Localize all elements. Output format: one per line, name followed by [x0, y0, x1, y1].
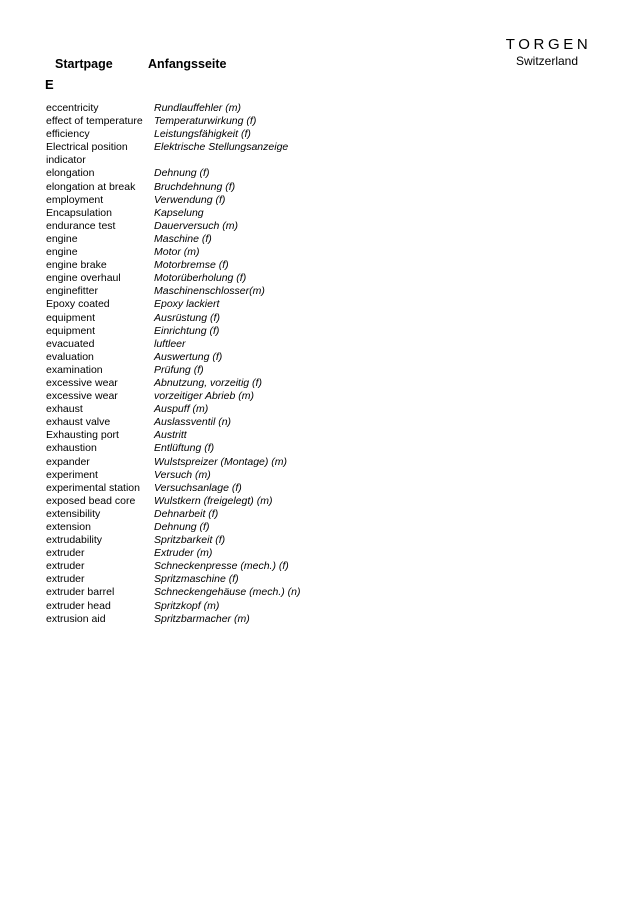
- glossary-row: [46, 325, 306, 338]
- english-term: elongation at break: [46, 180, 136, 193]
- english-term: evaluation: [46, 350, 94, 363]
- german-term: Motorbremse (f): [154, 259, 229, 272]
- english-term: equipment: [46, 324, 96, 337]
- english-term: extruder barrel: [46, 586, 115, 599]
- glossary-row: [46, 469, 306, 482]
- german-term: Spritzmaschine (f): [154, 573, 239, 586]
- english-term: Exhausting port: [46, 429, 119, 442]
- english-term: Encapsulation: [46, 206, 112, 219]
- german-term: Versuch (m): [154, 468, 211, 481]
- startpage-link[interactable]: Startpage: [55, 57, 113, 71]
- german-term: Rundlauffehler (m): [154, 102, 241, 114]
- german-term: Dehnung (f): [154, 167, 210, 180]
- german-term: Schneckengehäuse (mech.) (n): [154, 586, 301, 599]
- german-term: Motor (m): [154, 246, 200, 259]
- glossary-row: [46, 115, 306, 128]
- english-term: exposed bead core: [46, 494, 136, 507]
- glossary-row: [46, 207, 306, 220]
- glossary-row: [46, 364, 306, 377]
- glossary-row: [46, 456, 306, 469]
- glossary-row: [46, 259, 306, 272]
- glossary-row: [46, 167, 306, 180]
- glossary-row: [46, 547, 306, 560]
- english-term: exhaust: [46, 403, 83, 416]
- glossary-row: [46, 495, 306, 508]
- german-term: Motorüberholung (f): [154, 272, 247, 285]
- english-term: excessive wear: [46, 376, 118, 389]
- glossary-row: [46, 573, 306, 586]
- english-term: engine: [46, 232, 78, 245]
- section-letter: E: [45, 77, 54, 92]
- glossary-row: [46, 298, 306, 311]
- glossary-row: [46, 141, 306, 167]
- german-term: Spritzkopf (m): [154, 599, 220, 612]
- german-term: vorzeitiger Abrieb (m): [154, 390, 254, 403]
- english-term: extruder: [46, 573, 85, 586]
- german-term: Ausrüstung (f): [154, 311, 220, 324]
- english-term: exhaustion: [46, 442, 97, 455]
- glossary-row: [46, 233, 306, 246]
- english-term: extensibility: [46, 507, 101, 520]
- glossary-row: [46, 102, 306, 115]
- brand-name: TORGEN: [505, 36, 592, 53]
- glossary-row: [46, 220, 306, 233]
- german-term: Prüfung (f): [154, 363, 204, 376]
- glossary-row: [46, 429, 306, 442]
- glossary-row: [46, 508, 306, 521]
- glossary-row: [46, 181, 306, 194]
- english-term: excessive wear: [46, 390, 118, 403]
- glossary-row: [46, 351, 306, 364]
- english-term: eccentricity: [46, 102, 99, 114]
- glossary-row: [46, 285, 306, 298]
- german-term: luftleer: [154, 337, 186, 350]
- english-term: extension: [46, 521, 91, 533]
- german-term: Spritzbarmacher (m): [154, 612, 250, 625]
- english-term: endurance test: [46, 219, 116, 232]
- english-term: extruder: [46, 560, 85, 573]
- german-term: Leistungsfähigkeit (f): [154, 128, 251, 141]
- german-term: Abnutzung, vorzeitig (f): [154, 376, 262, 389]
- glossary-row: [46, 377, 306, 390]
- glossary-row: [46, 128, 306, 141]
- english-term: evacuated: [46, 337, 95, 350]
- anfangsseite-link[interactable]: Anfangsseite: [148, 57, 227, 71]
- english-term: efficiency: [46, 128, 90, 141]
- glossary-row: [46, 521, 306, 534]
- glossary-row: [46, 416, 306, 429]
- german-term: Elektrische Stellungsanzeige: [154, 141, 289, 154]
- brand-subtitle: Switzerland: [515, 54, 579, 68]
- english-term: extruder: [46, 547, 85, 560]
- english-term: exhaust valve: [46, 416, 111, 429]
- german-term: Entlüftung (f): [154, 442, 215, 455]
- german-term: Extruder (m): [154, 547, 213, 560]
- english-term: expander: [46, 455, 90, 468]
- brand-block: [492, 36, 602, 68]
- glossary-row: [46, 613, 306, 626]
- glossary-row: [46, 586, 306, 599]
- german-term: Dauerversuch (m): [154, 219, 239, 232]
- german-term: Dehnung (f): [154, 521, 210, 533]
- glossary-row: [46, 534, 306, 547]
- english-term: extruder head: [46, 599, 111, 612]
- german-term: Versuchsanlage (f): [154, 481, 242, 494]
- english-term: elongation: [46, 167, 95, 180]
- glossary-row: [46, 482, 306, 495]
- glossary-row: [46, 560, 306, 573]
- english-term: engine: [46, 246, 78, 259]
- glossary-row: [46, 312, 306, 325]
- german-term: Wulstspreizer (Montage) (m): [154, 455, 288, 468]
- german-term: Maschine (f): [154, 232, 212, 245]
- german-term: Schneckenpresse (mech.) (f): [154, 560, 289, 573]
- german-term: Austritt: [154, 429, 187, 442]
- glossary-row: [46, 442, 306, 455]
- german-term: Auspuff (m): [154, 403, 209, 416]
- english-term: engine overhaul: [46, 272, 121, 285]
- english-term: Epoxy coated: [46, 298, 110, 311]
- german-term: Maschinenschlosser(m): [154, 285, 265, 298]
- glossary-row: [46, 390, 306, 403]
- german-term: Spritzbarkeit (f): [154, 534, 226, 547]
- german-term: Dehnarbeit (f): [154, 507, 219, 520]
- german-term: Auslassventil (n): [154, 416, 232, 429]
- glossary-row: [46, 403, 306, 416]
- glossary-list: [46, 102, 306, 626]
- german-term: Temperaturwirkung (f): [154, 115, 257, 128]
- english-term: engine brake: [46, 259, 107, 272]
- english-term: experimental station: [46, 481, 140, 494]
- german-term: Verwendung (f): [154, 193, 226, 206]
- glossary-row: [46, 338, 306, 351]
- glossary-row: [46, 600, 306, 613]
- english-term: equipment: [46, 311, 96, 324]
- english-term: Electrical position indicator: [46, 141, 128, 167]
- english-term: effect of temperature: [46, 115, 143, 128]
- english-term: extrudability: [46, 534, 103, 547]
- glossary-row: [46, 194, 306, 207]
- english-term: examination: [46, 363, 103, 376]
- german-term: Einrichtung (f): [154, 324, 220, 337]
- german-term: Auswertung (f): [154, 350, 223, 363]
- german-term: Bruchdehnung (f): [154, 180, 236, 193]
- english-term: employment: [46, 193, 104, 206]
- english-term: enginefitter: [46, 285, 98, 298]
- glossary-row: [46, 272, 306, 285]
- german-term: Epoxy lackiert: [154, 298, 220, 311]
- german-term: Wulstkern (freigelegt) (m): [154, 494, 273, 507]
- english-term: extrusion aid: [46, 612, 106, 625]
- glossary-row: [46, 246, 306, 259]
- german-term: Kapselung: [154, 206, 204, 219]
- english-term: experiment: [46, 468, 98, 481]
